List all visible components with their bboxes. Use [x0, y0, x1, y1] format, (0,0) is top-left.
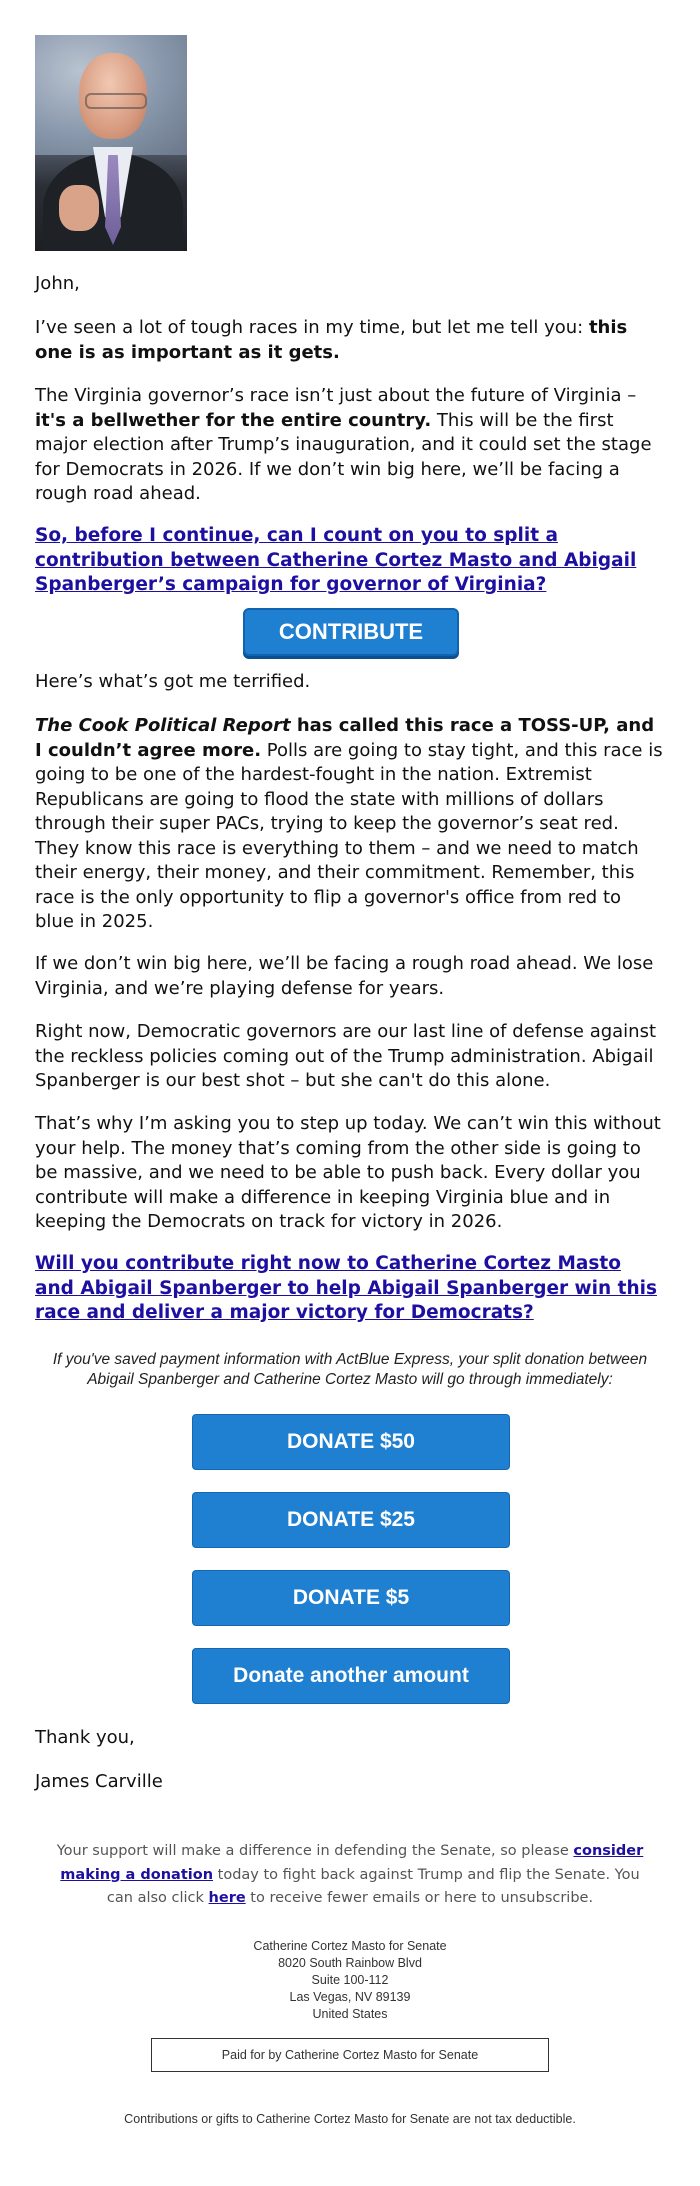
make-donation-link[interactable]: consider making a donation — [60, 1843, 644, 1883]
actblue-note: If you've saved payment information with ActBlue Express, your split donation between Abigail Spanberger and Catherine Cortez Masto will go through immediately: — [52, 1351, 648, 1388]
intro-paragraph: I’ve seen a lot of tough races in my time, but let me tell you: this one is as important as it gets. — [35, 317, 628, 363]
greeting: John, — [35, 273, 80, 294]
stakes-paragraph: The Virginia governor’s race isn’t just about the future of Virginia – it's a bellwether for the entire country. This will be the first major election after Trump’s inauguration, and it could set the stage for Democrats in 2026. If we don’t win big here, we’ll be facing a rough road ahead. — [35, 385, 652, 504]
signature: James Carville — [35, 1771, 163, 1792]
tax-disclaimer: Contributions or gifts to Catherine Cortez Masto for Senate are not tax deductible. — [124, 2112, 576, 2126]
split-contribution-link-block — [35, 524, 665, 598]
toss-up-paragraph: The Cook Political Report has called this race a TOSS-UP, and I couldn’t agree more. Polls are going to stay tight, and this race is going to be one of the hardest-fought in the nation. Extremist Republicans are going to flood the state with millions of dollars through their super PACs, trying to keep the governor’s seat red. They know this race is everything to them – and we need to match their energy, their money, and their commitment. Remember, this race is the only opportunity to flip a governor's office from red to blue in 2025. — [35, 715, 663, 932]
donate-25-button[interactable]: DONATE $25 — [192, 1492, 510, 1548]
contribute-now-link[interactable]: Will you contribute right now to Catherine Cortez Masto and Abigail Spanberger to help Abigail Spanberger win this race and deliver a major victory for Democrats? — [35, 1253, 657, 1323]
contribute-button[interactable]: CONTRIBUTE — [243, 608, 459, 656]
governors-paragraph: Right now, Democratic governors are our last line of defense against the reckless policies coming out of the Trump administration. Abigail Spanberger is our best shot – but she can't do this alone. — [35, 1021, 657, 1091]
road-ahead-paragraph: If we don’t win big here, we’ll be facing a rough road ahead. We lose Virginia, and we’re playing defense for years. — [35, 953, 654, 999]
donate-5-button[interactable]: DONATE $5 — [192, 1570, 510, 1626]
donate-50-button[interactable]: DONATE $50 — [192, 1414, 510, 1470]
signoff: Thank you, — [35, 1727, 135, 1748]
terrified-paragraph: Here’s what’s got me terrified. — [35, 671, 311, 692]
fewer-emails-link[interactable]: here — [208, 1890, 246, 1906]
paid-for-box: Paid for by Catherine Cortez Masto for Senate — [151, 2038, 549, 2072]
sender-photo — [35, 35, 187, 251]
mailing-address: Catherine Cortez Masto for Senate 8020 South Rainbow Blvd Suite 100-112 Las Vegas, NV 89139 United States — [253, 1939, 447, 2021]
split-contribution-link[interactable]: So, before I continue, can I count on you to split a contribution between Catherine Cortez Masto and Abigail Spanberger’s campaign for governor of Virginia? — [35, 525, 637, 595]
contribute-now-link-block — [35, 1252, 665, 1326]
donate-other-amount-button[interactable]: Donate another amount — [192, 1648, 510, 1704]
ask-paragraph: That’s why I’m asking you to step up today. We can’t win this without your help. The money that’s coming from the other side is going to be massive, and we need to be able to push back. Every dollar you contribute will make a difference in keeping Virginia blue and in keeping the Democrats on track for victory in 2026. — [35, 1113, 661, 1232]
footer-message: Your support will make a difference in defending the Senate, so please consider making a donation today to fight back against Trump and flip the Senate. You can also click here to receive fewer emails or here to unsubscribe. — [56, 1843, 644, 1906]
